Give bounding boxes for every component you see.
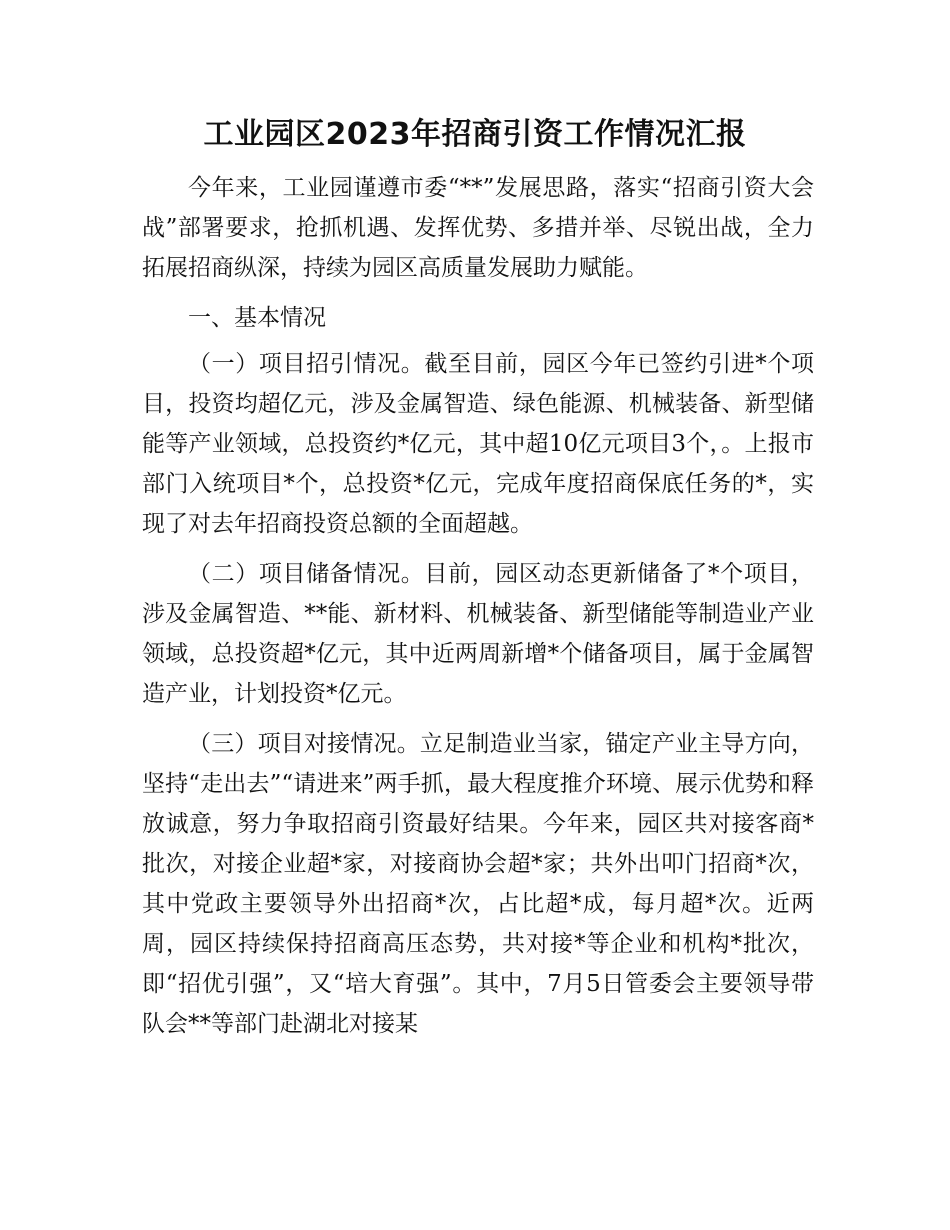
- paragraph-project-attraction: （一）项目招引情况。截至目前，园区今年已签约引进*个项目，投资均超亿元，涉及金属智造、绿色能源、机械装备、新型储能等产业领域，总投资约*亿元，其中超10亿元项目3个，。上报市部门入统项目*个，总投资*亿元，完成年度招商保底任务的*，实现了对去年招商投资总额的全面超越。: [142, 351, 814, 537]
- section-heading-basic-situation: 一、基本情况: [188, 305, 326, 331]
- paragraph-intro: 今年来，工业园谨遵市委“**”发展思路，落实“招商引资大会战”部署要求，抢抓机遇、发挥优势、多措并举、尽锐出战，全力拓展招商纵深，持续为园区高质量发展助力赋能。: [142, 175, 814, 281]
- paragraph-project-docking: （三）项目对接情况。立足制造业当家，锚定产业主导方向，坚持“走出去”“请进来”两手抓，最大程度推介环境、展示优势和释放诚意，努力争取招商引资最好结果。今年来，园区共对接客商*批次，对接企业超*家，对接商协会超*家；共外出叩门招商*次，其中党政主要领导外出招商*次，占比超*成，每月超*次。近两周，园区持续保持招商高压态势，共对接*等企业和机构*批次，即“招优引强”，又“培大育强”。其中，7月5日管委会主要领导带队会**等部门赴湖北对接某: [142, 731, 815, 1037]
- paragraph-project-reserve: （二）项目储备情况。目前，园区动态更新储备了*个项目，涉及金属智造、**能、新材料、机械装备、新型储能等制造业产业领域，总投资超*亿元，其中近两周新增*个储备项目，属于金属智造产业，计划投资*亿元。: [142, 561, 814, 707]
- document-body: [142, 168, 814, 1054]
- document-title: 工业园区2023年招商引资工作情况汇报: [203, 117, 747, 152]
